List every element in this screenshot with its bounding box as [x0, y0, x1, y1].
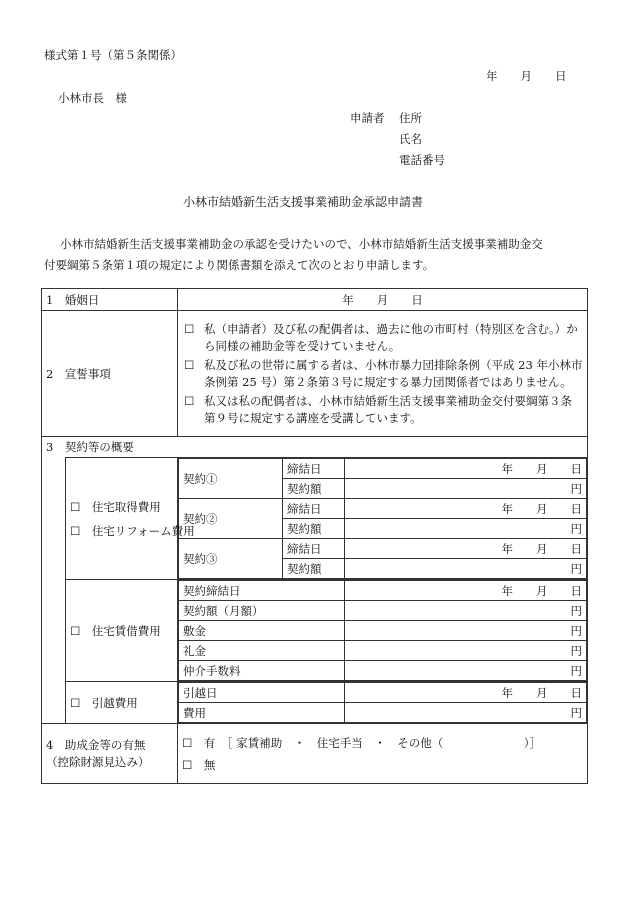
moving-date-row — [179, 683, 587, 703]
contract-3-date-row — [179, 539, 587, 559]
moving-date-label: 引越日 — [179, 683, 345, 703]
rental-contract-date-field[interactable]: 年 月 日 — [345, 581, 587, 601]
rental-brokerage-field[interactable]: 円 — [345, 661, 587, 681]
contract-summary-label: 3 契約等の概要 — [42, 437, 588, 458]
contract-1-date-field[interactable]: 年 月 日 — [345, 459, 587, 479]
subsidy-label — [42, 724, 178, 784]
acquisition-options — [66, 458, 195, 580]
addressee: 小林市長 様 — [58, 91, 127, 105]
contract-3-label: 契約③ — [179, 539, 283, 579]
address-label: 住所 — [399, 111, 422, 125]
subsidy-label-line-2: （控除財源見込み） — [46, 754, 150, 769]
rental-details — [178, 580, 587, 681]
contract-1-amount-field[interactable]: 円 — [345, 479, 587, 499]
contract-3-amount-field[interactable]: 円 — [345, 559, 587, 579]
option-moving[interactable]: ☐ 引越費用 — [70, 695, 138, 710]
checkbox-icon[interactable]: ☐ — [182, 735, 193, 750]
checkbox-icon[interactable]: ☐ — [70, 523, 81, 538]
rental-brokerage-row — [179, 661, 587, 681]
row-oath — [42, 311, 588, 437]
date-label: 締結日 — [283, 539, 345, 559]
oath-items — [178, 311, 588, 437]
subsidy-label-line-1: 4 助成金等の有無 — [46, 737, 146, 752]
marriage-date-label: 1 婚姻日 — [42, 289, 178, 311]
name-label: 氏名 — [399, 132, 422, 146]
subsidy-no: ☐ 無 — [182, 757, 216, 772]
document-title: 小林市結婚新生活支援事業補助金承認申請書 — [183, 195, 424, 209]
header-date: 年 月 日 — [486, 69, 567, 83]
contract-1-label: 契約① — [179, 459, 283, 499]
oath-label: 2 宣誓事項 — [42, 311, 178, 437]
intro-line-2: 付要綱第５条第１項の規定により関係書類を添えて次のとおり申請します。 — [44, 258, 435, 272]
checkbox-icon[interactable]: ☐ — [182, 757, 193, 772]
oath-item-3: ☐ 私又は私の配偶者は、小林市結婚新生活支援事業補助金交付要綱第３条第９号に規定する講座を受講しています。 — [184, 394, 573, 425]
rental-deposit-label: 敷金 — [179, 621, 345, 641]
rental-option — [66, 580, 178, 682]
subsidy-yes: ☐ 有 ［ 家賃補助 ・ 住宅手当 ・ その他（ ）］ — [182, 735, 541, 750]
option-rental[interactable]: ☐ 住宅賃借費用 — [70, 623, 161, 638]
phone-label: 電話番号 — [399, 153, 445, 167]
rental-brokerage-label: 仲介手数料 — [179, 661, 345, 681]
intro-line-1: 小林市結婚新生活支援事業補助金の承認を受けたいので、小林市結婚新生活支援事業補助金交 — [60, 237, 543, 251]
section-rental — [42, 580, 588, 682]
section-acquisition — [42, 458, 588, 580]
checkbox-icon[interactable]: ☐ — [70, 499, 81, 514]
oath-item-2: ☐ 私及び私の世帯に属する者は、小林市暴力団排除条例（平成 23 年小林市条例第 25 号）第２条第３号に規定する暴力団関係者ではありません。 — [184, 358, 583, 389]
applicant-label: 申請者 — [350, 111, 385, 125]
rental-key-money-label: 礼金 — [179, 641, 345, 661]
rental-monthly-label: 契約額（月額） — [179, 601, 345, 621]
acquisition-contracts — [178, 458, 587, 579]
oath-item-1: ☐ 私（申請者）及び私の配偶者は、過去に他の市町村（特別区を含む。）から同様の補助金等を受けていません。 — [184, 322, 578, 353]
subsidy-options — [178, 724, 588, 784]
checkbox-icon[interactable]: ☐ — [184, 394, 195, 408]
rental-key-money-field[interactable]: 円 — [345, 641, 587, 661]
option-reform[interactable]: ☐ 住宅リフォーム費用 — [70, 523, 195, 538]
contract-2-date-row — [179, 499, 587, 519]
amount-label: 契約額 — [283, 519, 345, 539]
moving-cost-label: 費用 — [179, 703, 345, 723]
moving-option — [66, 682, 178, 724]
option-acquisition[interactable]: ☐ 住宅取得費用 — [70, 499, 161, 514]
checkbox-icon[interactable]: ☐ — [184, 322, 195, 336]
date-label: 締結日 — [283, 499, 345, 519]
rental-contract-date-label: 契約締結日 — [179, 581, 345, 601]
contract-2-date-field[interactable]: 年 月 日 — [345, 499, 587, 519]
contract-1-date-row — [179, 459, 587, 479]
amount-label: 契約額 — [283, 559, 345, 579]
moving-cost-field[interactable]: 円 — [345, 703, 587, 723]
moving-date-field[interactable]: 年 月 日 — [345, 683, 587, 703]
checkbox-icon[interactable]: ☐ — [70, 695, 81, 710]
contract-2-label: 契約② — [179, 499, 283, 539]
rental-deposit-field[interactable]: 円 — [345, 621, 587, 641]
moving-cost-row — [179, 703, 587, 723]
contract-2-amount-field[interactable]: 円 — [345, 519, 587, 539]
marriage-date-field[interactable]: 年 月 日 — [178, 289, 588, 311]
row-marriage-date — [42, 289, 588, 311]
subsidy-yes-detail: ［ 家賃補助 ・ 住宅手当 ・ その他（ ）］ — [226, 735, 541, 750]
form-number: 様式第１号（第５条関係） — [44, 48, 182, 62]
rental-monthly-row — [179, 601, 587, 621]
application-table — [41, 288, 588, 784]
rental-date-row — [179, 581, 587, 601]
contract-3-date-field[interactable]: 年 月 日 — [345, 539, 587, 559]
row-subsidy — [42, 724, 588, 784]
moving-details — [178, 682, 587, 723]
date-label: 締結日 — [283, 459, 345, 479]
row-contract-summary — [42, 437, 588, 458]
rental-key-money-row — [179, 641, 587, 661]
rental-deposit-row — [179, 621, 587, 641]
checkbox-icon[interactable]: ☐ — [184, 358, 195, 372]
section-moving — [42, 682, 588, 724]
rental-monthly-field[interactable]: 円 — [345, 601, 587, 621]
amount-label: 契約額 — [283, 479, 345, 499]
checkbox-icon[interactable]: ☐ — [70, 623, 81, 638]
